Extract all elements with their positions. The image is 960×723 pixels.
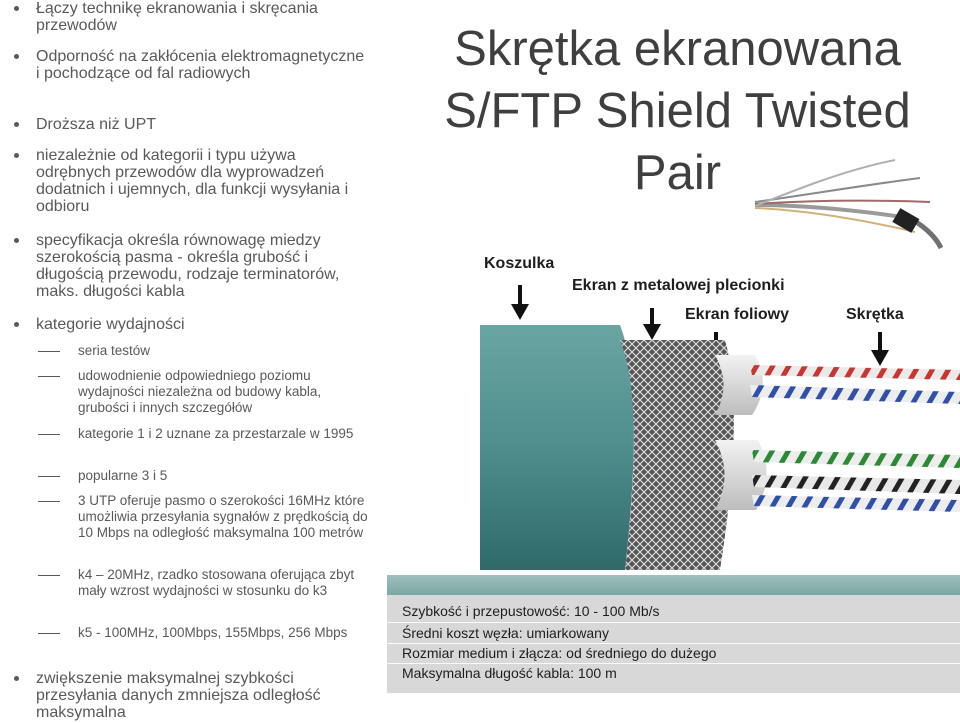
- bullet-text: Odporność na zakłócenia elektromagnetyczne i pochodzące od fal radiowych: [36, 48, 365, 82]
- sub-item-text: seria testów: [78, 343, 151, 358]
- dash: [38, 351, 60, 352]
- label-ekran-plecionki: Ekran z metalowej plecionki: [572, 277, 785, 294]
- label-koszulka: Koszulka: [484, 255, 555, 272]
- spec-box-header-bar: [387, 575, 960, 595]
- bullet-text: kategorie wydajności: [36, 316, 185, 333]
- spec-row: Rozmiar medium i złącza: od średniego do dużego: [402, 645, 717, 661]
- label-skretka: Skrętka: [846, 306, 904, 323]
- bullet-dot: [14, 322, 19, 327]
- bullet-dot: [14, 6, 19, 11]
- jacket-shape: [480, 325, 634, 570]
- sub-item-text: k5 - 100MHz, 100Mbps, 155Mbps, 256 Mbps: [78, 625, 348, 640]
- arrow-skretka: [871, 332, 889, 366]
- bullet-text: zwiększenie maksymalnej szybkości przesyłania danych zmniejsza odległość maksymalna: [36, 670, 321, 721]
- sub-item-text: k4 – 20MHz, rzadko stosowana oferująca zbyt mały wzrost wydajności w stosunku do k3: [78, 567, 355, 598]
- bullet-text: Droższa niż UPT: [36, 116, 157, 133]
- spec-row: Maksymalna długość kabla: 100 m: [402, 665, 617, 681]
- sub-item-text: udowodnienie odpowiedniego poziomu wydajności niezależna od budowy kabla, grubości i innych szczegółów: [78, 368, 322, 415]
- bullet-dot: [14, 54, 19, 59]
- spec-row: Średni koszt węzła: umiarkowany: [402, 625, 609, 641]
- bullet-text: specyfikacja określa równowagę miedzy szerokością pasma - określa grubość i długością przewodu, rodzaje terminatorów, maks. długości kabla: [36, 232, 340, 300]
- bullet-text: Łączy technikę ekranowania i skręcania przewodów: [36, 0, 318, 34]
- dash: [38, 476, 60, 477]
- spec-row: Szybkość i przepustowość: 10 - 100 Mb/s: [402, 603, 660, 619]
- bullet-dot: [14, 676, 19, 681]
- bullet-dot: [14, 238, 19, 243]
- arrow-ekran-plecionki: [643, 308, 661, 340]
- dash: [38, 434, 60, 435]
- cable-diagram: [480, 280, 960, 570]
- cable-photo-image: [745, 150, 945, 250]
- bullet-dot: [14, 153, 19, 158]
- sub-item-text: kategorie 1 i 2 uznane za przestarzale w 1995: [78, 426, 354, 441]
- dash: [38, 575, 60, 576]
- dash: [38, 501, 60, 502]
- braid-shape: [620, 340, 734, 570]
- arrow-koszulka: [511, 285, 529, 320]
- bullet-dot: [14, 122, 19, 127]
- sub-item-text: popularne 3 i 5: [78, 468, 168, 483]
- sub-item-text: 3 UTP oferuje pasmo o szerokości 16MHz które umożliwia przesyłania sygnałów z prędkością do 10 Mbps na odległość maksymalna 100 metrów: [78, 493, 368, 540]
- label-ekran-foliowy: Ekran foliowy: [685, 306, 790, 323]
- dash: [38, 376, 60, 377]
- bullet-text: niezależnie od kategorii i typu używa odrębnych przewodów dla wyprowadzeń dodatnich i ujemnych, dla funkcji wysyłania i odbioru: [36, 147, 349, 215]
- slide-title: Skrętka ekranowana S/FTP Shield Twisted Pair: [444, 22, 911, 200]
- dash: [38, 633, 60, 634]
- spec-box: [387, 575, 960, 693]
